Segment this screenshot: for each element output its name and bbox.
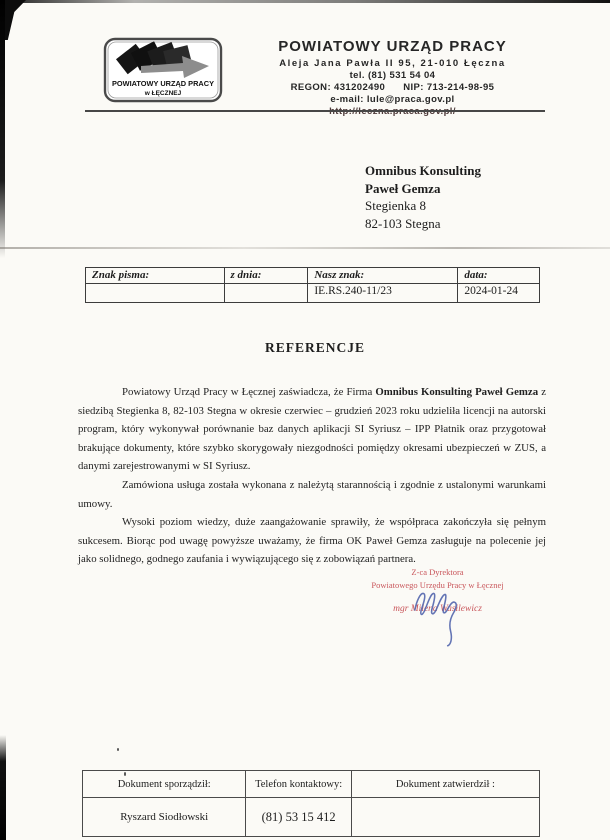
scan-edge-top bbox=[0, 0, 610, 3]
stamp-office: Powiatowego Urzędu Pracy w Łęcznej bbox=[371, 580, 504, 590]
reference-table bbox=[85, 267, 540, 303]
header-divider bbox=[85, 110, 545, 112]
ref-value-znak-pisma bbox=[86, 284, 225, 303]
ref-value-z-dnia bbox=[224, 284, 308, 303]
org-regon-nip bbox=[235, 82, 550, 93]
footer-header-prepared: Dokument sporządził: bbox=[83, 771, 246, 798]
scan-edge-left-top bbox=[0, 0, 5, 258]
scan-speck bbox=[117, 748, 119, 751]
stamp-name: mgr Milena Wasilewicz bbox=[393, 604, 482, 614]
footer-header-approved: Dokument zatwierdził : bbox=[351, 771, 539, 798]
ref-header-z-dnia: z dnia: bbox=[224, 268, 308, 284]
org-nip: NIP: 713-214-98-95 bbox=[403, 82, 495, 93]
footer-value-approved bbox=[351, 798, 539, 837]
document-title: REFERENCJE bbox=[264, 340, 365, 355]
footer-table bbox=[82, 770, 540, 837]
footer-value-phone: (81) 53 15 412 bbox=[246, 798, 351, 837]
org-address: Aleja Jana Pawła II 95, 21-010 Łęczna bbox=[279, 58, 506, 69]
p1-prefix: Powiatowy Urząd Pracy w Łęcznej zaświadcza, że Firma bbox=[122, 386, 376, 398]
ref-value-data: 2024-01-24 bbox=[458, 284, 540, 303]
org-email: e-mail: lule@praca.gov.pl bbox=[330, 94, 455, 105]
paper-fold-line bbox=[0, 247, 610, 249]
stamp-role: Z-ca Dyrektora bbox=[411, 567, 464, 577]
org-phone: tel. (81) 531 54 04 bbox=[349, 70, 436, 81]
p1-suffix: z siedzibą Stegienka 8, 82-103 Stegna w okresie czerwiec – grudzień 2023 roku udzieliła licencji na autorski program, który wykonywał porównanie baz danych aplikacji SI Syriusz – IPP Płatnik oraz przygotował brakujące dokumenty, które szybko skorygowały niezgodności pomiędzy okresami ubezpieczeń w ZUS, a danymi zarejestrowanymi w SI Syriusz. bbox=[78, 386, 546, 473]
recipient-person: Paweł Gemza bbox=[365, 180, 441, 196]
footer-header-phone: Telefon kontaktowy: bbox=[246, 771, 351, 798]
logo-text-line1: POWIATOWY URZĄD PRACY bbox=[112, 81, 215, 88]
body-paragraph-3: Wysoki poziom wiedzy, duże zaangażowanie sprawiły, że współpraca zakończyła się pełnym sukcesem. Biorąc pod uwagę powyższe uważamy, że firma OK Paweł Gemza zasługuje na polecenie jej jako solidnego, godnego zaufania i wywiązującego się z zobowiązań partnera. bbox=[78, 516, 546, 566]
p1-company-bold: Omnibus Konsulting Paweł Gemza bbox=[375, 386, 539, 398]
org-name: POWIATOWY URZĄD PRACY bbox=[278, 38, 507, 55]
body-paragraph-2: Zamówiona usługa została wykonana z należytą starannością i zgodnie z ustalonymi warunkami umowy. bbox=[78, 478, 546, 510]
footer-value-prepared: Ryszard Siodłowski bbox=[83, 798, 246, 837]
recipient-city: 82-103 Stegna bbox=[365, 215, 441, 231]
recipient-company: Omnibus Konsulting bbox=[365, 163, 481, 178]
recipient-address bbox=[365, 162, 481, 232]
letter-body bbox=[78, 383, 546, 569]
pup-logo bbox=[103, 37, 223, 103]
logo-text-line2: w ŁĘCZNEJ bbox=[144, 90, 182, 97]
scan-edge-left-bottom bbox=[0, 735, 6, 840]
org-regon: REGON: 431202490 bbox=[290, 82, 386, 93]
ref-header-data: data: bbox=[458, 268, 540, 284]
handwritten-signature bbox=[410, 571, 468, 647]
ref-header-znak-pisma: Znak pisma: bbox=[86, 268, 225, 284]
letterhead bbox=[235, 38, 550, 117]
ref-header-nasz-znak: Nasz znak: bbox=[308, 268, 458, 284]
ref-value-nasz-znak: IE.RS.240-11/23 bbox=[308, 284, 458, 303]
recipient-street: Stegienka 8 bbox=[365, 198, 427, 213]
body-paragraph-1 bbox=[78, 383, 546, 476]
